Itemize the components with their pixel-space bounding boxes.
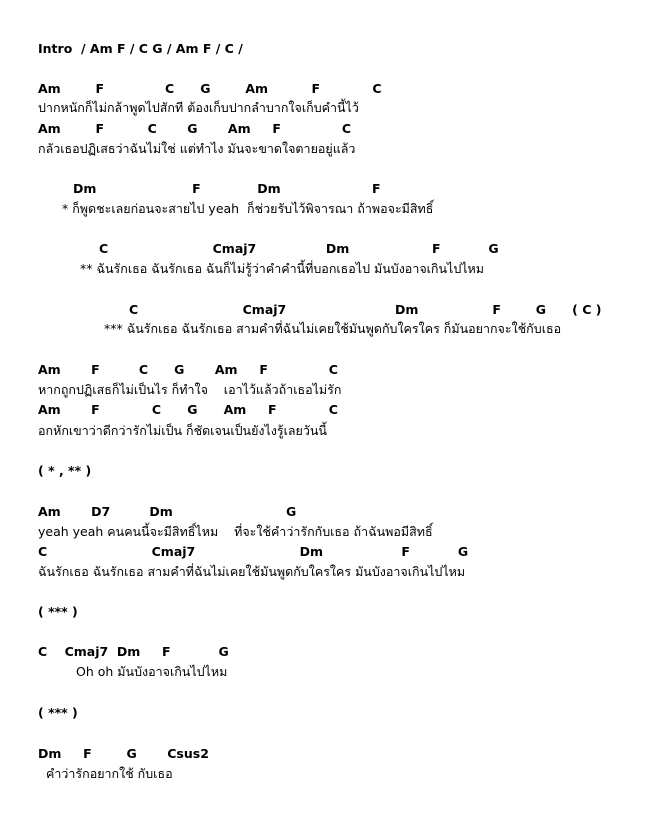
chord-line: Am F C G Am F C xyxy=(38,362,338,377)
lyric-line: Oh oh มันบังอาจเกินไปไหม xyxy=(76,664,228,679)
lyric-line: อกหักเขาว่าดีกว่ารักไม่เป็น ก็ชัดเจนเป็นยังไงรู้เลยวันนี้ xyxy=(38,423,327,438)
chord-line: C Cmaj7 Dm F G xyxy=(99,241,499,256)
chord-line: Dm F G Csus2 xyxy=(38,746,209,761)
lyric-line: yeah yeah คนคนนี้จะมีสิทธิ์ไหม ที่จะใช้คำว่ารักกับเธอ ถ้าฉันพอมีสิทธิ์ xyxy=(38,524,433,539)
chord-line: Am D7 Dm G xyxy=(38,504,297,519)
chord-line: Dm F Dm F xyxy=(73,181,381,196)
chord-line: Am F C G Am F C xyxy=(38,81,382,96)
intro-line: Intro / Am F / C G / Am F / C / xyxy=(38,41,243,56)
repeat-marker: ( *** ) xyxy=(38,705,78,720)
repeat-marker: ( * , ** ) xyxy=(38,463,92,478)
lyric-line: * ก็พูดชะเลยก่อนจะสายไป yeah ก็ช่วยรับไว้พิจารณา ถ้าพอจะมีสิทธิ์ xyxy=(62,201,434,216)
lyric-line: *** ฉันรักเธอ ฉันรักเธอ สามคำที่ฉันไม่เคยใช้มันพูดกับใครใคร ก็มันอยากจะใช้กับเธอ xyxy=(104,321,562,336)
chord-line: Am F C G Am F C xyxy=(38,121,352,136)
chord-line: C Cmaj7 Dm F G ( C ) xyxy=(129,302,602,317)
lyric-line: หากถูกปฏิเสธก็ไม่เป็นไร ก็ทำใจ เอาไว้แล้วถ้าเธอไม่รัก xyxy=(38,382,342,397)
lyric-line: ปากหนักก็ไม่กล้าพูดไปสักที ต้องเก็บปากลำบากใจเก็บคำนี้ไว้ xyxy=(38,100,359,115)
chord-line: C Cmaj7 Dm F G xyxy=(38,544,469,559)
chord-line: Am F C G Am F C xyxy=(38,402,338,417)
repeat-marker: ( *** ) xyxy=(38,604,78,619)
lyric-line: ฉันรักเธอ ฉันรักเธอ สามคำที่ฉันไม่เคยใช้มันพูดกับใครใคร มันบังอาจเกินไปไหม xyxy=(38,564,466,579)
lyric-line: ** ฉันรักเธอ ฉันรักเธอ ฉันก็ไม่รู้ว่าคำคำนี้ที่บอกเธอไป มันบังอาจเกินไปไหม xyxy=(80,261,485,276)
lyric-line: คำว่ารักอยากใช้ กับเธอ xyxy=(46,766,173,781)
chord-line: C Cmaj7 Dm F G xyxy=(38,644,229,659)
lyric-line: กลัวเธอปฏิเสธว่าฉันไม่ใช่ แต่ทำไง มันจะขาดใจตายอยู่แล้ว xyxy=(38,141,356,156)
